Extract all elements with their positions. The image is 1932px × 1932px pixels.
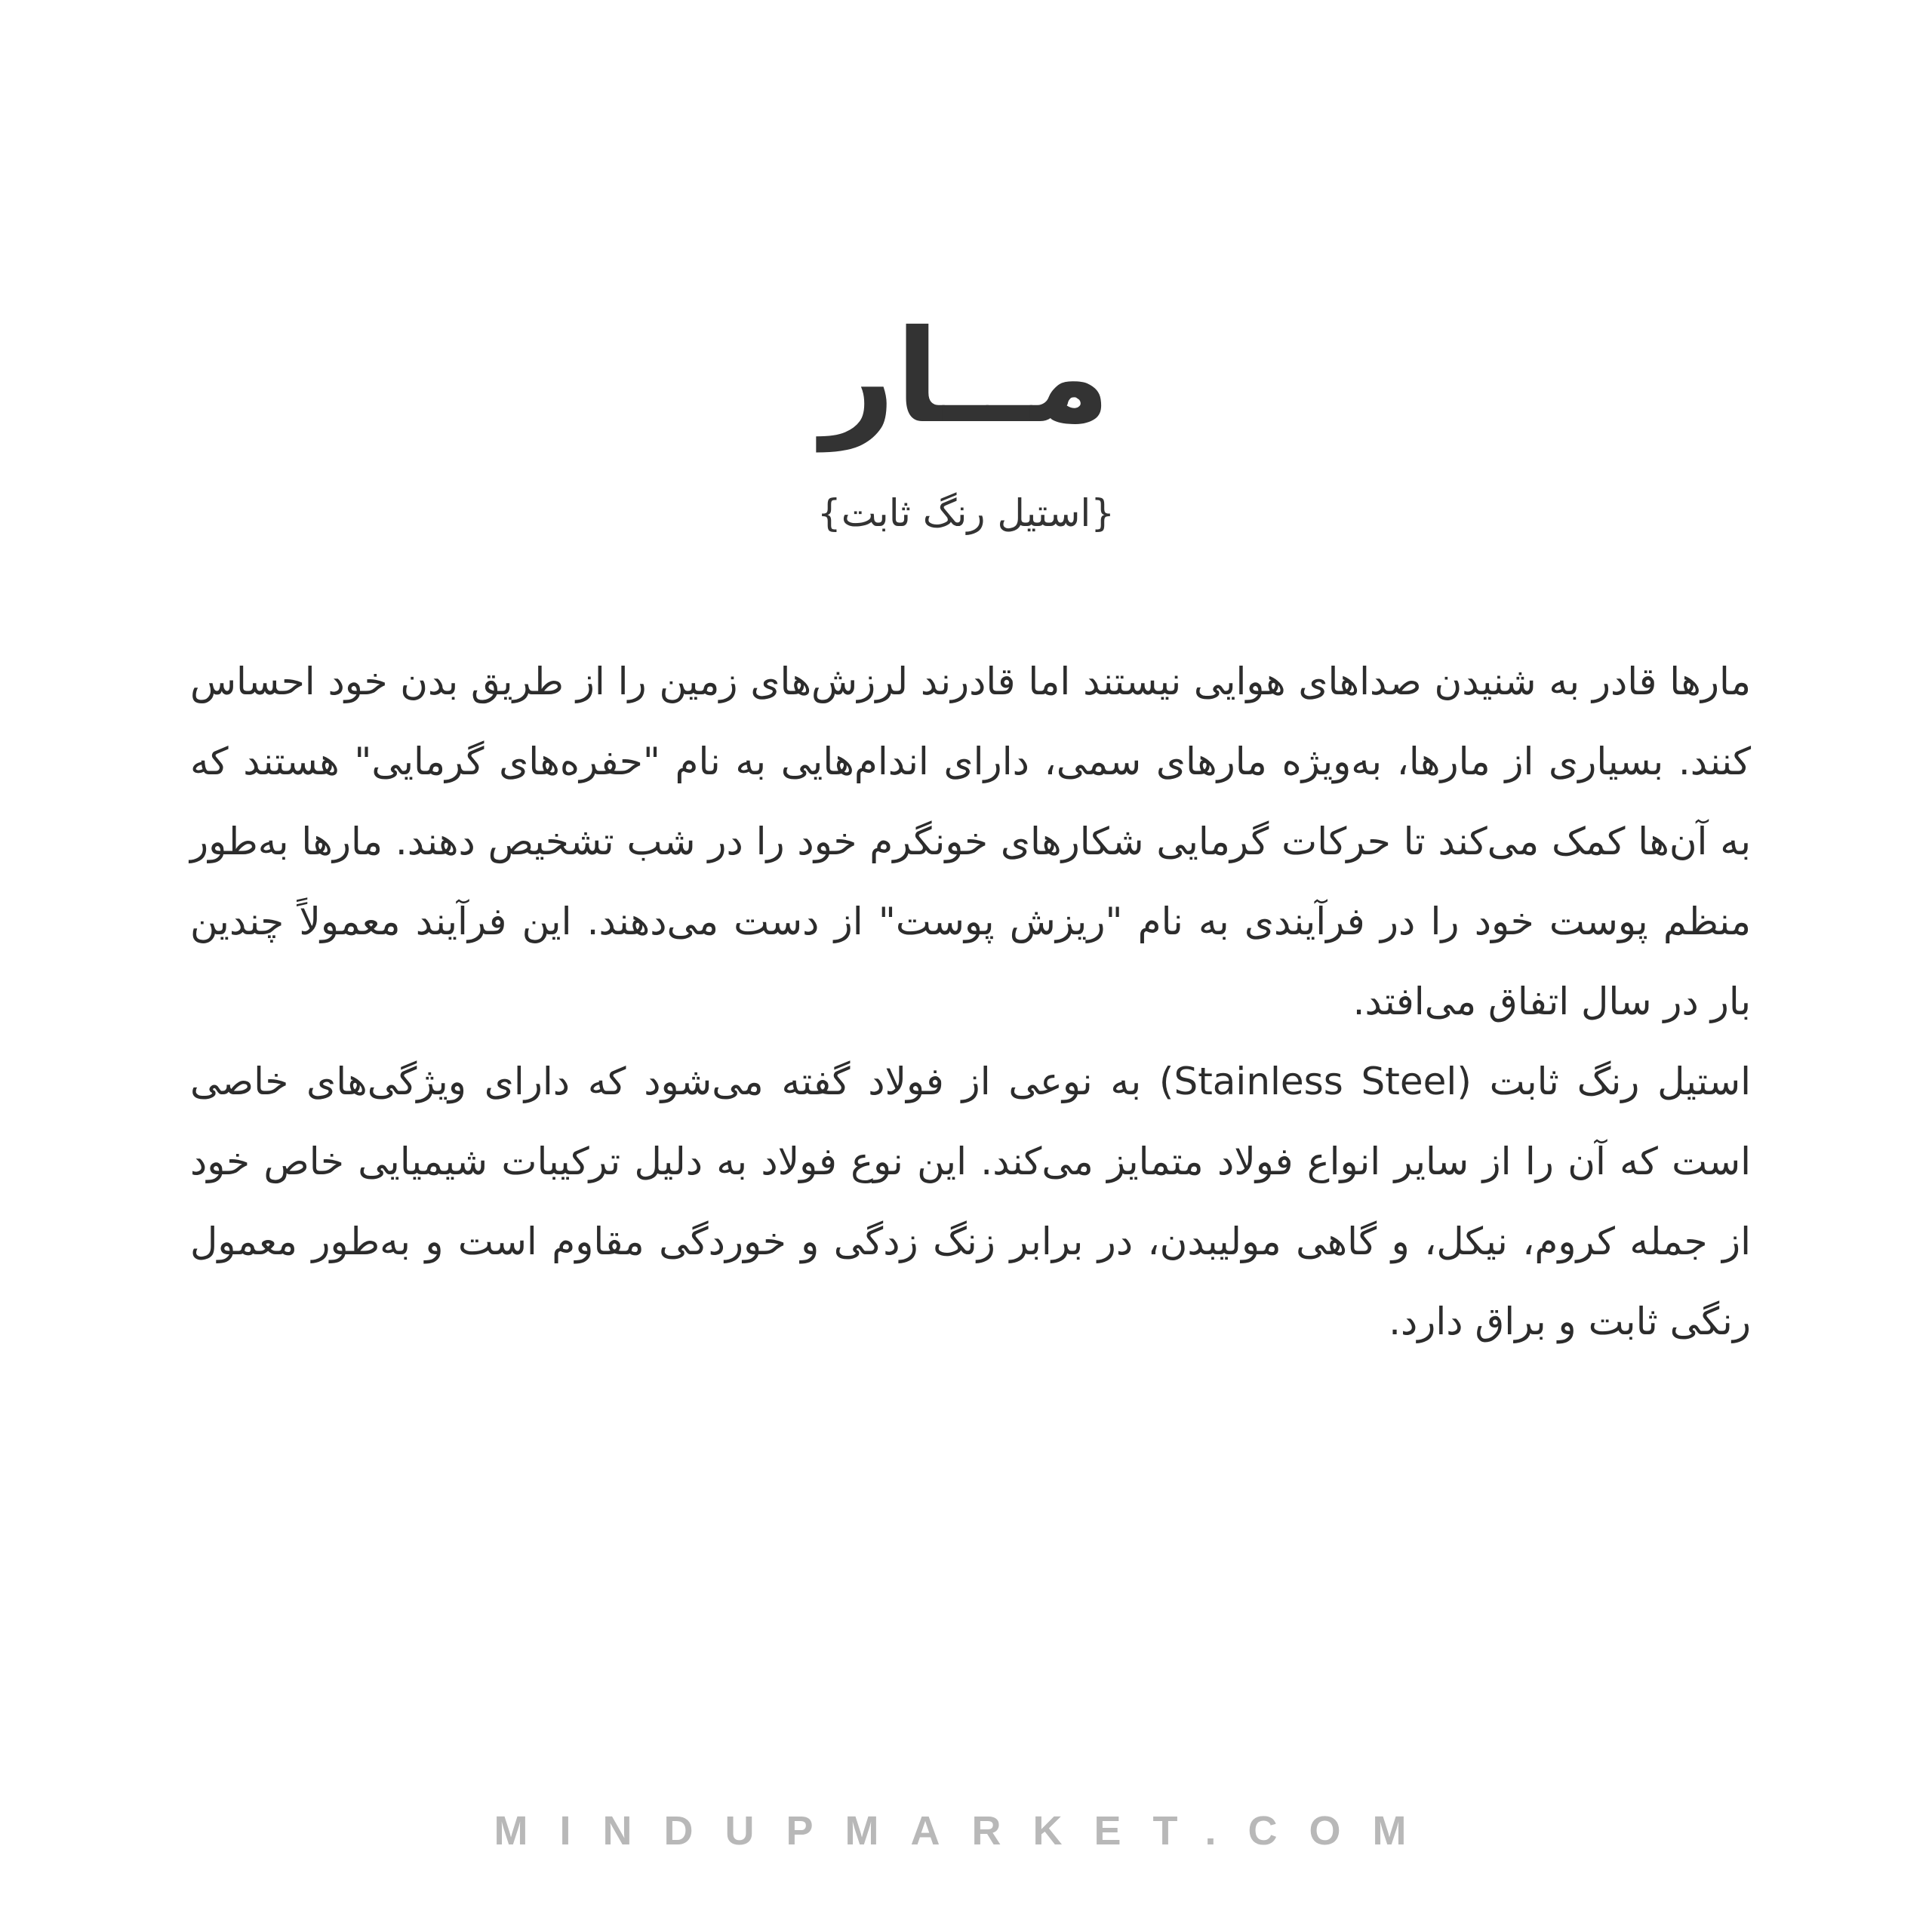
footer-website: MINDUPMARKET.COM: [494, 1808, 1438, 1854]
page-title: مــار: [821, 303, 1111, 452]
paragraph-stainless-steel: استیل رنگ ثابت (Stainless Steel) به نوعی از فولاد گفته می‌شود که دارای ویژگی‌های خاصی است که آن را از سایر انواع فولاد متمایز می‌کند. این نوع فولاد به دلیل ترکیبات شیمیایی خاص خود از جمله کروم، نیکل، و گاهی مولیبدن، در برابر زنگ زدگی و خوردگی مقاوم است و به‌طور معمول رنگی ثابت و براق دارد.: [190, 1060, 1752, 1343]
paragraph-snakes: مارها قادر به شنیدن صداهای هوایی نیستند اما قادرند لرزش‌های زمین را از طریق بدن خود احساس کنند. بسیاری از مارها، به‌ویژه مارهای سمی، دارای اندام‌هایی به نام "حفره‌های گرمایی" هستند که به آن‌ها کمک می‌کند تا حرکات گرمایی شکارهای خونگرم خود را در شب تشخیص دهند. مارها به‌طور منظم پوست خود را در فرآیندی به نام "ریزش پوست" از دست می‌دهند. این فرآیند معمولاً چندین بار در سال اتفاق می‌افتد.: [190, 660, 1751, 1023]
page-subtitle: {استیل رنگ ثابت}: [817, 491, 1115, 535]
body-text: [190, 641, 1751, 1361]
